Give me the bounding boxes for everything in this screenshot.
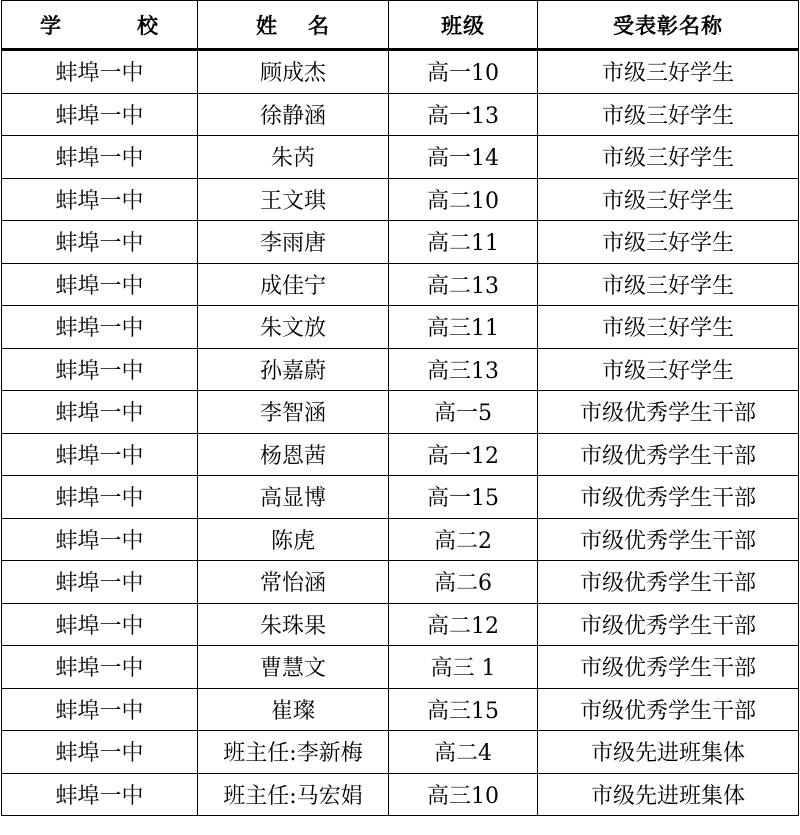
table-row — [2, 688, 799, 731]
cell-award: 市级三好学生 — [538, 178, 799, 221]
table-header — [2, 1, 799, 50]
cell-award: 市级三好学生 — [538, 93, 799, 136]
cell-award: 市级优秀学生干部 — [538, 603, 799, 646]
table-row — [2, 263, 799, 306]
cell-class: 高二4 — [389, 731, 538, 774]
table-row — [2, 476, 799, 519]
cell-school: 蚌埠一中 — [2, 688, 198, 731]
cell-school: 蚌埠一中 — [2, 646, 198, 689]
cell-school: 蚌埠一中 — [2, 178, 198, 221]
awards-table — [1, 0, 799, 816]
cell-class: 高二10 — [389, 178, 538, 221]
cell-class: 高三15 — [389, 688, 538, 731]
cell-school: 蚌埠一中 — [2, 136, 198, 179]
cell-class: 高一13 — [389, 93, 538, 136]
cell-name: 崔璨 — [198, 688, 389, 731]
cell-award: 市级先进班集体 — [538, 773, 799, 816]
cell-class: 高一12 — [389, 433, 538, 476]
cell-class: 高一10 — [389, 50, 538, 94]
table-row — [2, 646, 799, 689]
header-school — [2, 1, 198, 50]
cell-name: 高显博 — [198, 476, 389, 519]
cell-class: 高三11 — [389, 306, 538, 349]
cell-name: 杨恩茜 — [198, 433, 389, 476]
cell-class: 高三 1 — [389, 646, 538, 689]
header-name — [198, 1, 389, 50]
cell-award: 市级三好学生 — [538, 348, 799, 391]
cell-school: 蚌埠一中 — [2, 50, 198, 94]
cell-school: 蚌埠一中 — [2, 221, 198, 264]
cell-name: 朱芮 — [198, 136, 389, 179]
cell-school: 蚌埠一中 — [2, 518, 198, 561]
cell-name: 顾成杰 — [198, 50, 389, 94]
cell-class: 高二2 — [389, 518, 538, 561]
cell-school: 蚌埠一中 — [2, 306, 198, 349]
cell-name: 班主任:李新梅 — [198, 731, 389, 774]
cell-name: 曹慧文 — [198, 646, 389, 689]
header-row — [2, 1, 799, 50]
cell-school: 蚌埠一中 — [2, 391, 198, 434]
table-row — [2, 391, 799, 434]
cell-name: 徐静涵 — [198, 93, 389, 136]
cell-name: 李智涵 — [198, 391, 389, 434]
header-name-char-1: 姓 — [256, 12, 278, 38]
cell-school: 蚌埠一中 — [2, 348, 198, 391]
cell-school: 蚌埠一中 — [2, 476, 198, 519]
header-school-char-2: 校 — [137, 12, 159, 38]
cell-class: 高二6 — [389, 561, 538, 604]
cell-award: 市级优秀学生干部 — [538, 561, 799, 604]
cell-school: 蚌埠一中 — [2, 433, 198, 476]
cell-school: 蚌埠一中 — [2, 773, 198, 816]
cell-name: 成佳宁 — [198, 263, 389, 306]
cell-school: 蚌埠一中 — [2, 561, 198, 604]
table-row — [2, 50, 799, 94]
cell-award: 市级优秀学生干部 — [538, 646, 799, 689]
table-row — [2, 136, 799, 179]
cell-award: 市级三好学生 — [538, 221, 799, 264]
cell-name: 常怡涵 — [198, 561, 389, 604]
cell-name: 孙嘉蔚 — [198, 348, 389, 391]
cell-class: 高三13 — [389, 348, 538, 391]
cell-school: 蚌埠一中 — [2, 603, 198, 646]
cell-school: 蚌埠一中 — [2, 93, 198, 136]
table-row — [2, 561, 799, 604]
cell-award: 市级优秀学生干部 — [538, 688, 799, 731]
cell-class: 高三10 — [389, 773, 538, 816]
cell-name: 王文琪 — [198, 178, 389, 221]
header-award: 受表彰名称 — [538, 1, 799, 50]
table-row — [2, 306, 799, 349]
cell-class: 高二11 — [389, 221, 538, 264]
header-class: 班级 — [389, 1, 538, 50]
cell-award: 市级三好学生 — [538, 50, 799, 94]
cell-class: 高一5 — [389, 391, 538, 434]
cell-award: 市级优秀学生干部 — [538, 433, 799, 476]
cell-award: 市级三好学生 — [538, 136, 799, 179]
cell-award: 市级先进班集体 — [538, 731, 799, 774]
cell-name: 朱文放 — [198, 306, 389, 349]
cell-school: 蚌埠一中 — [2, 263, 198, 306]
table-row — [2, 221, 799, 264]
cell-name: 陈虎 — [198, 518, 389, 561]
table-row — [2, 93, 799, 136]
cell-class: 高二13 — [389, 263, 538, 306]
table-row — [2, 178, 799, 221]
table-row — [2, 773, 799, 816]
header-school-char-1: 学 — [40, 12, 62, 38]
table-body — [2, 50, 799, 816]
cell-class: 高二12 — [389, 603, 538, 646]
cell-class: 高一14 — [389, 136, 538, 179]
cell-name: 班主任:马宏娟 — [198, 773, 389, 816]
table-row — [2, 348, 799, 391]
cell-name: 李雨唐 — [198, 221, 389, 264]
cell-school: 蚌埠一中 — [2, 731, 198, 774]
table-row — [2, 433, 799, 476]
cell-award: 市级三好学生 — [538, 306, 799, 349]
table-row — [2, 518, 799, 561]
table-row — [2, 603, 799, 646]
cell-name: 朱珠果 — [198, 603, 389, 646]
table-row — [2, 731, 799, 774]
cell-class: 高一15 — [389, 476, 538, 519]
cell-award: 市级优秀学生干部 — [538, 476, 799, 519]
cell-award: 市级三好学生 — [538, 263, 799, 306]
cell-award: 市级优秀学生干部 — [538, 391, 799, 434]
cell-award: 市级优秀学生干部 — [538, 518, 799, 561]
header-name-char-2: 名 — [308, 12, 330, 38]
